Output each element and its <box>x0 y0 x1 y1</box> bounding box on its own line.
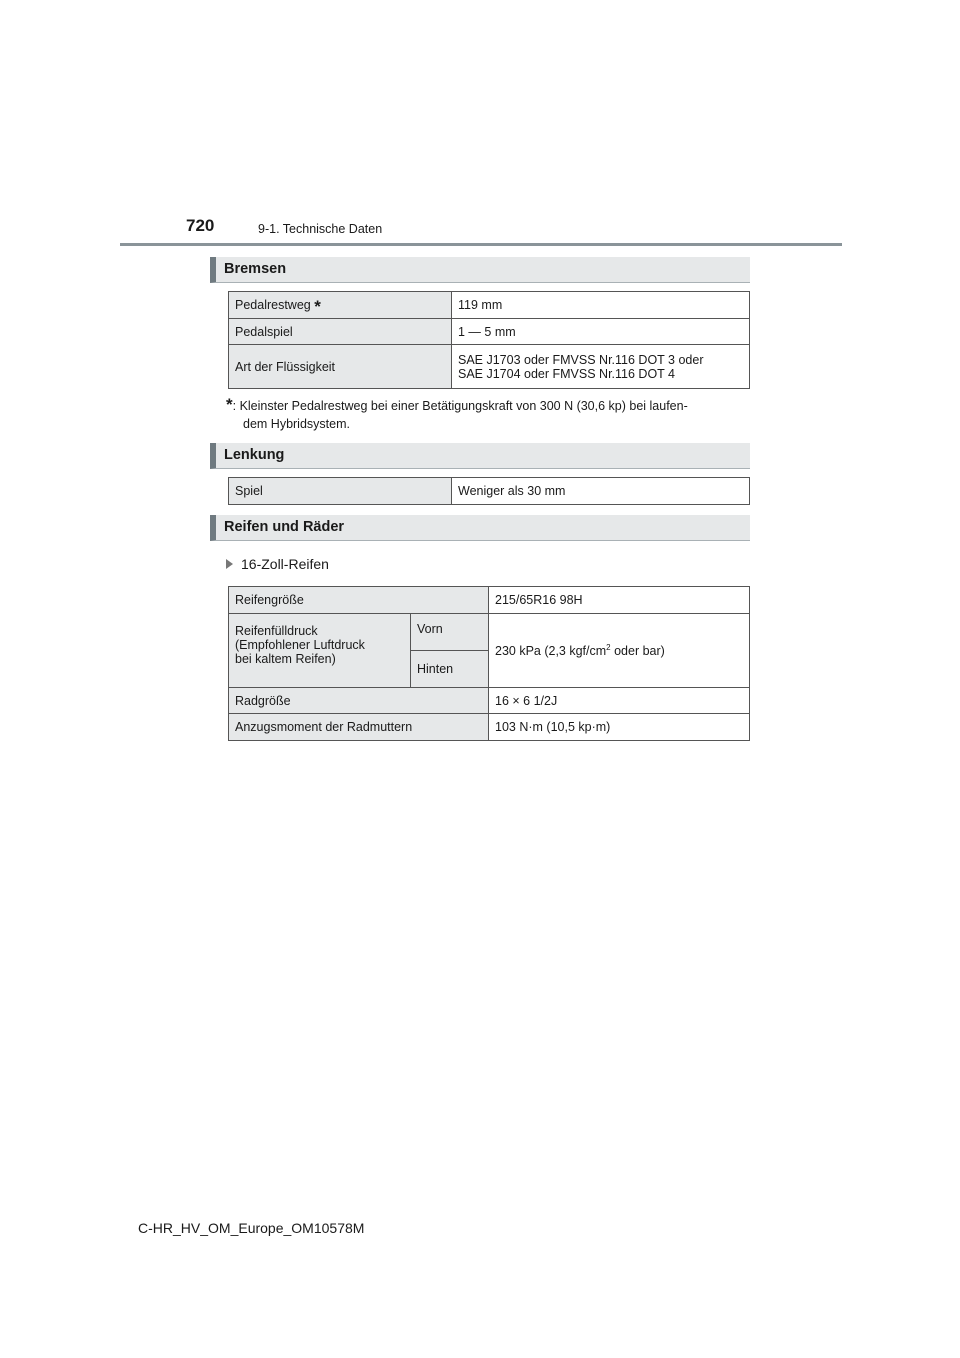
header-divider <box>120 243 842 246</box>
table-cell-value: 119 mm <box>452 292 750 319</box>
table-row <box>229 614 750 651</box>
table-cell-rear: Hinten <box>411 651 489 688</box>
brakes-footnote: *: Kleinster Pedalrestweg bei einer Betätigungskraft von 300 N (30,6 kp) bei laufen- dem Hybridsystem. <box>226 395 688 431</box>
table-cell-value: 215/65R16 98H <box>489 587 750 614</box>
footnote-marker: * <box>226 395 233 414</box>
page-number: 720 <box>186 216 215 235</box>
table-row <box>229 587 750 614</box>
table-row <box>229 345 750 389</box>
table-row <box>229 714 750 741</box>
table-cell-label: Reifengröße <box>229 587 489 614</box>
brakes-table <box>228 291 750 389</box>
table-cell-value: Weniger als 30 mm <box>452 478 750 505</box>
subsection-16-inch: 16-Zoll-Reifen <box>226 556 329 572</box>
table-cell-value: 1 — 5 mm <box>452 319 750 345</box>
table-row <box>229 292 750 319</box>
steering-table <box>228 477 750 505</box>
brakes-heading: Bremsen <box>210 257 750 283</box>
document-id: C-HR_HV_OM_Europe_OM10578M <box>138 1220 365 1236</box>
table-cell-label: Pedalspiel <box>229 319 452 345</box>
steering-heading: Lenkung <box>210 443 750 469</box>
table-row <box>229 688 750 714</box>
table-cell-label: Anzugsmoment der Radmuttern <box>229 714 489 741</box>
triangle-bullet-icon <box>226 559 233 569</box>
table-cell-front: Vorn <box>411 614 489 651</box>
footnote-marker: * <box>314 297 321 316</box>
table-cell-value: SAE J1703 oder FMVSS Nr.116 DOT 3 oder SAE J1704 oder FMVSS Nr.116 DOT 4 <box>452 345 750 389</box>
table-cell-label: Art der Flüssigkeit <box>229 345 452 389</box>
table-cell-label: Pedalrestweg * <box>229 292 452 319</box>
table-cell-value: 16 × 6 1/2J <box>489 688 750 714</box>
table-row <box>229 478 750 505</box>
table-cell-value: 230 kPa (2,3 kgf/$cm^2$ oder bar) <box>489 614 750 688</box>
table-cell-label: Radgröße <box>229 688 489 714</box>
table-row <box>229 319 750 345</box>
tires-heading: Reifen und Räder <box>210 515 750 541</box>
table-cell-label: Spiel <box>229 478 452 505</box>
tires-table <box>228 586 750 741</box>
table-cell-value: 103 N·m (10,5 kp·m) <box>489 714 750 741</box>
table-cell-label: Reifenfülldruck (Empfohlener Luftdruck bei kaltem Reifen) <box>229 614 411 688</box>
section-title: 9-1. Technische Daten <box>258 222 383 236</box>
